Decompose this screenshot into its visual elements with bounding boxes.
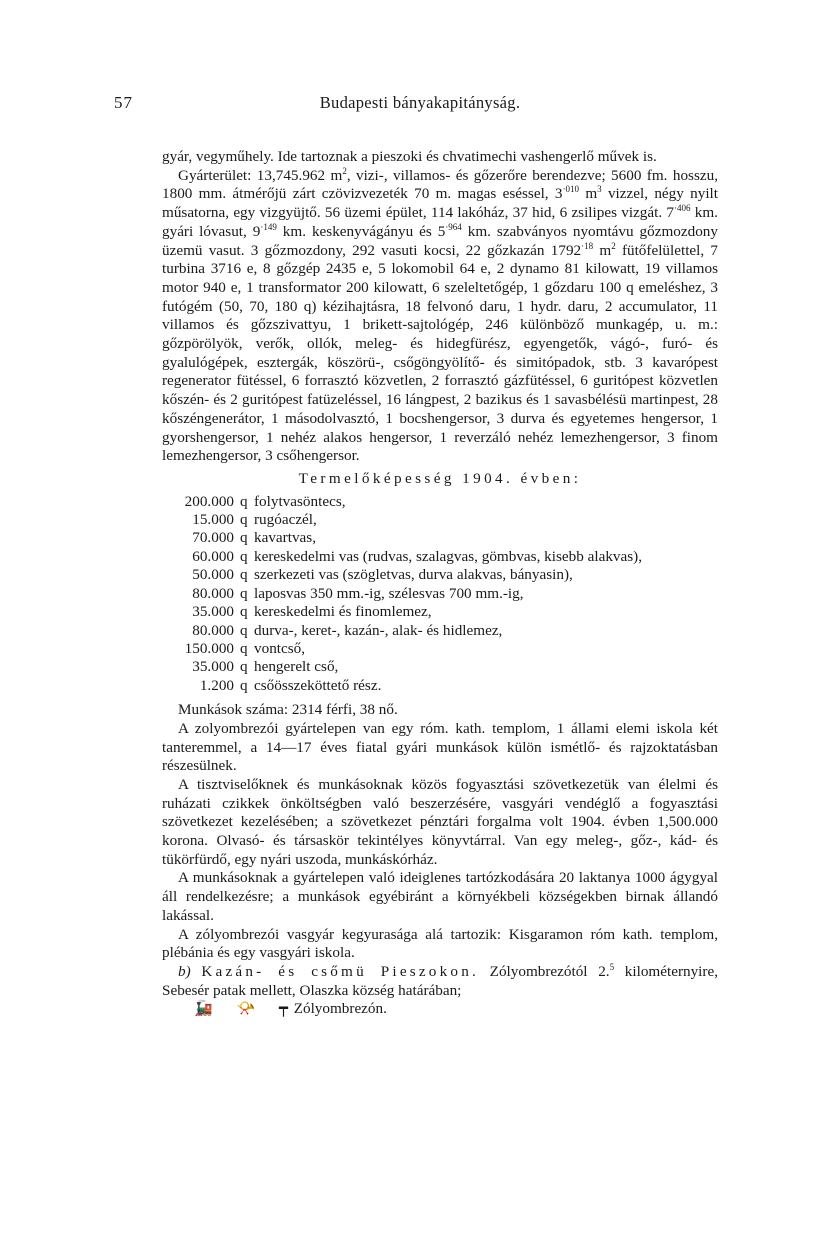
page-number: 57 [114,93,133,112]
production-quantity: 1.200 [199,676,234,694]
production-unit: q [240,603,248,621]
production-quantity: 80.000 [192,584,234,602]
production-unit: q [240,584,248,602]
entry-title: Kazán- és csőmü Pieszokon. [201,962,479,980]
production-unit: q [240,621,248,639]
entry-label: b) [178,962,191,980]
production-row [162,511,718,529]
production-row [162,658,718,676]
production-quantity: 35.000 [192,658,234,676]
text-run: m [593,241,612,259]
text-run: km. keskenyvágányu és 5 [276,222,446,240]
intro-paragraph: gyár, vegyműhely. Ide tartoznak a pieszoki és chvatimechi vashengerlő művek is. [162,148,657,165]
production-row [162,566,718,584]
production-quantity: 50.000 [192,566,234,584]
entry-icons [162,1000,290,1019]
production-quantity: 15.000 [192,511,234,529]
production-heading: Termelőképesség 1904. évben: [298,469,582,487]
superscript: ·149 [260,221,277,232]
production-description: csőösszeköttető rész. [254,676,382,694]
production-unit: q [240,547,248,565]
superscript: 2 [611,240,616,251]
superscript: ·964 [445,221,462,232]
text-run: km. szabványos nyomtávu gőzmozdony üzemü vasut. 3 gőzmozdony, 292 vasuti kocsi, 22 gőzkazán 1792 [162,222,718,259]
production-unit: q [240,676,248,694]
entry-place: Zólyombrezón. [293,1000,387,1018]
production-description: vontcső, [254,639,306,657]
housing-paragraph: A munkásoknak a gyártelepen való ideiglenes tartózkodására 20 laktanya 1000 ágygyal áll rendelkezésre; a munkások egyébiránt a környékbeli községekben birnak állandó lakással. [162,869,718,924]
patronage-paragraph: A zólyombrezói vasgyár kegyurasága alá tartozik: Kisgaramon róm kath. templom, plébánia és egy vasgyári iskola. [162,925,718,962]
production-description: rugóaczél, [254,511,317,529]
superscript: ·18 [581,240,594,251]
production-quantity: 35.000 [192,603,234,621]
production-table [162,493,718,695]
production-description: folytvasöntecs, [254,492,346,510]
superscript: 3 [597,184,602,195]
production-quantity: 200.000 [184,492,234,510]
school-paragraph: A zolyombrezói gyártelepen van egy róm. kath. templom, 1 állami elemi iskola két tanteremmel, a 14—17 éves fiatal gyári munkások külön ismétlő- és rajzoktatásban részesülnek. [162,719,718,775]
page-header [100,93,740,115]
telegraph-pole-icon: ┯ [278,1001,290,1018]
production-row [162,640,718,658]
production-unit: q [240,639,248,657]
factory-description-paragraph [162,167,718,466]
production-description: kereskedelmi vas (rudvas, szalagvas, gömbvas, kisebb alakvas), [254,547,643,565]
production-unit: q [240,511,248,529]
entry-text-2: kilométernyire, Sebesér patak mellett, Olaszka község határában; [162,962,718,999]
text-run: fütőfelülettel, 7 turbina 3716 e, 8 gőzgép 2435 e, 5 lokomobil 64 e, 2 dynamo 81 kilowatt, 19 villamos motor 940 e, 1 transformator 200 kilowatt, 6 szeleltetőgép, 1 gőzdaru 100 q emeléshez, 3 futógém (50, 70, 180 q) kézihajtásra, 18 felvonó daru, 1 hydr. daru, 2 accumulator, 11 villamos és gőzszivattyu, 1 brikett-sajtológép, 246 különböző munkagép, u. m.: gőzpörölyök, verők, ollók, meleg- és hidegfürész, egyengetők, vágó-, furó- és gyalulógépek, esztergák, köszörü-, csőgöngyölítő- és simitópadok, stb. 3 kavarópest regenerator fütéssel, 6 forrasztó közvetlen, 2 forrasztó gázfütéssel, 6 guritópest közvetlen kőszén- és 2 guritópest fatüzeléssel, 16 lángpest, 2 bazikus és 1 savasbélésü martinpest, 28 kőszéngenerátor, 1 másodolvasztó, 1 bocshengersor, 3 durva és egyetemes hengersor, 1 gyorshengersor, 1 nehéz alakos hengersor, 1 reverzáló nehéz lemezhengersor, 3 finom lemezhengersor, 3 csőhengersor. [162,241,719,465]
production-unit: q [240,492,248,510]
text-run: vizzel, négy nyilt műsatorna, egy vizgyüjtő. 56 üzemi épület, 114 lakóház, 37 hid, 6 zsilipes vizgát. 7 [162,185,718,222]
production-row [162,493,718,511]
production-description: durva-, keret-, kazán-, alak- és hidlemez, [254,621,503,639]
production-description: kereskedelmi és finomlemez, [254,603,432,621]
production-quantity: 60.000 [192,547,234,565]
text-run: km. gyári lóvasut, 9 [162,204,718,240]
production-description: hengerelt cső, [254,658,339,676]
production-quantity: 150.000 [184,639,234,657]
production-quantity: 70.000 [192,529,234,547]
production-quantity: 80.000 [192,621,234,639]
post-horn-icon: 📯 [236,1001,258,1018]
running-head: Budapesti bányakapitányság. [319,93,521,112]
production-row [162,677,718,695]
workers-paragraph: Munkások száma: 2314 férfi, 38 nő. [178,701,398,719]
superscript: ·406 [674,203,691,214]
production-row [162,529,718,547]
locomotive-icon: 🚂 [194,1001,215,1018]
production-row [162,603,718,621]
superscript: ·010 [562,184,580,195]
entry-text: Zólyombrezótól 2. [489,962,610,980]
text-run: m [579,185,598,203]
superscript: 5 [609,961,615,972]
production-unit: q [240,566,248,584]
production-row [162,622,718,640]
production-row [162,585,718,603]
cooperative-paragraph: A tisztviselőknek és munkásoknak közös fogyasztási szövetkezetük van élelmi és ruházati czikkek önköltségben való beszerzésére, vasgyári vendéglő a fogyasztási szövetkezet kezelésében; a szövetkezet pénztári forgalma volt 1904. évben 1,500.000 korona. Olvasó- és társaskör tekintélyes könyvtárral. Van egy meleg-, gőz-, kád- és tükörfürdő, egy nyári uszoda, munkáskórház. [162,775,718,868]
production-unit: q [240,658,248,676]
entry-b-paragraph [162,963,718,1019]
production-unit: q [240,529,248,547]
production-description: laposvas 350 mm.-ig, szélesvas 700 mm.-ig, [254,584,524,602]
production-description: szerkezeti vas (szögletvas, durva alakvas, bányasin), [254,566,573,584]
superscript: 2 [342,165,347,176]
production-description: kavartvas, [254,529,316,547]
text-run: , vizi-, villamos- és gőzerőre berendezve; 5600 fm. hosszu, 1800 mm. átmérőjü zárt czövizvezeték 70 m. magas eséssel, 3 [162,166,719,203]
text-run: Gyárterület: 13,745.962 m [178,166,343,184]
production-row [162,548,718,566]
body-text [162,148,718,1019]
